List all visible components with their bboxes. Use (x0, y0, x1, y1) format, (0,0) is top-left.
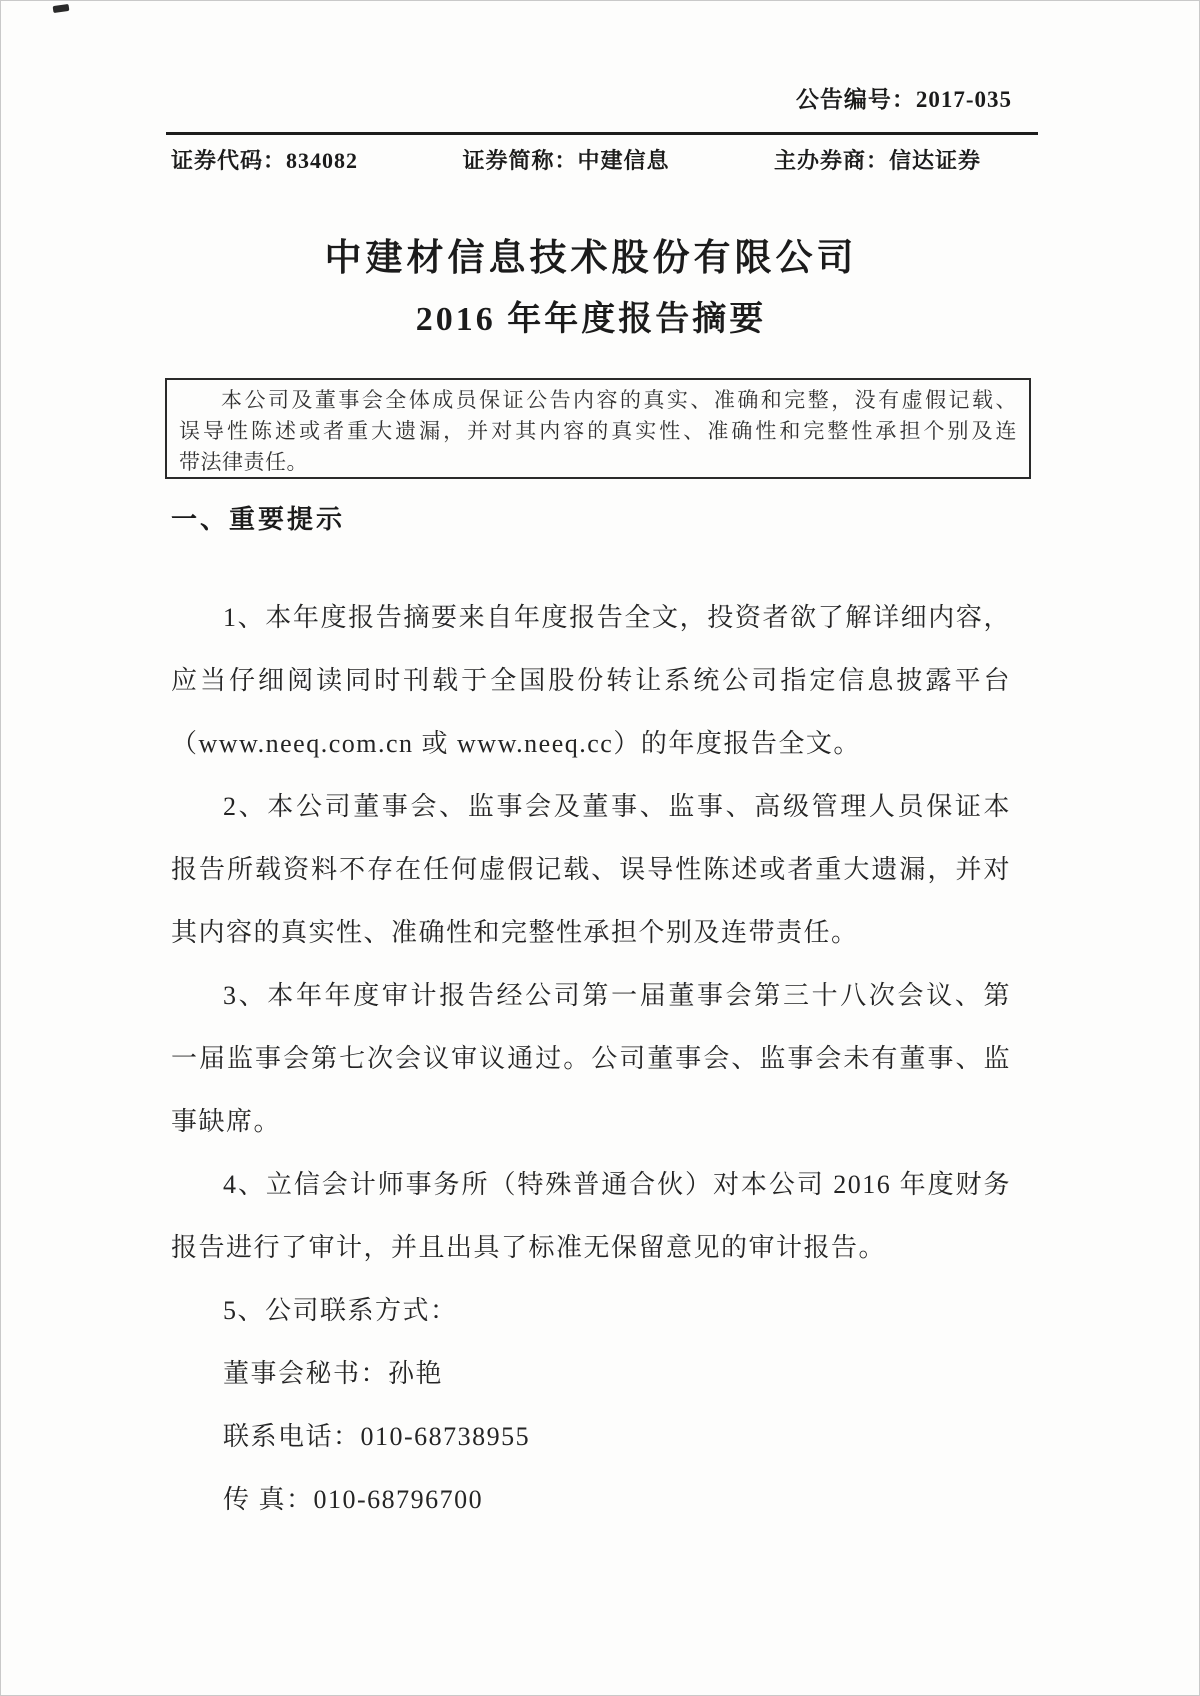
body-line: 一届监事会第七次会议审议通过。公司董事会、监事会未有董事、监 (171, 1044, 1011, 1073)
body-line: 应当仔细阅读同时刊载于全国股份转让系统公司指定信息披露平台 (171, 666, 1011, 695)
body-line: 报告所载资料不存在任何虚假记载、误导性陈述或者重大遗漏，并对 (171, 855, 1011, 884)
sponsor-broker: 主办券商：信达证券 (773, 148, 981, 173)
body-line: 报告进行了审计，并且出具了标准无保留意见的审计报告。 (171, 1233, 887, 1262)
body-line: 1、本年度报告摘要来自年度报告全文，投资者欲了解详细内容， (223, 603, 1011, 632)
body-line-phone: 联系电话：010-68738955 (223, 1422, 531, 1451)
securities-header (171, 144, 981, 175)
securities-abbr: 证券简称：中建信息 (462, 148, 670, 173)
body-line: 2、本公司董事会、监事会及董事、监事、高级管理人员保证本 (223, 792, 1011, 821)
company-title: 中建材信息技术股份有限公司 (324, 238, 858, 279)
body-line: 4、立信会计师事务所（特殊普通合伙）对本公司 2016 年度财务 (223, 1170, 1011, 1199)
announcement-number: 公告编号：2017-035 (795, 87, 1012, 112)
body-line: 3、本年年度审计报告经公司第一届董事会第三十八次会议、第 (223, 981, 1011, 1010)
body-line: 其内容的真实性、准确性和完整性承担个别及连带责任。 (171, 918, 859, 947)
securities-code: 证券代码：834082 (171, 148, 359, 173)
body-text (171, 586, 1011, 1531)
header-rule (166, 132, 1038, 135)
section-heading-important-notice: 一、重要提示 (171, 505, 346, 534)
body-line: （www.neeq.com.cn 或 www.neeq.cc）的年度报告全文。 (171, 729, 861, 758)
body-line: 事缺席。 (171, 1107, 282, 1136)
report-title: 2016 年年度报告摘要 (415, 301, 767, 338)
disclaimer-line: 误导性陈述或者重大遗漏，并对其内容的真实性、准确性和完整性承担个别及连 (179, 419, 1017, 443)
scan-artifact (53, 4, 70, 13)
body-line-board-secretary: 董事会秘书：孙艳 (223, 1359, 444, 1388)
disclaimer-box (165, 378, 1031, 479)
body-line-contact-heading: 5、公司联系方式： (223, 1296, 458, 1325)
disclaimer-line: 带法律责任。 (179, 450, 308, 474)
body-line-fax: 传 真：010-68796700 (223, 1485, 484, 1514)
disclaimer-line: 本公司及董事会全体成员保证公告内容的真实、准确和完整，没有虚假记载、 (221, 388, 1017, 412)
